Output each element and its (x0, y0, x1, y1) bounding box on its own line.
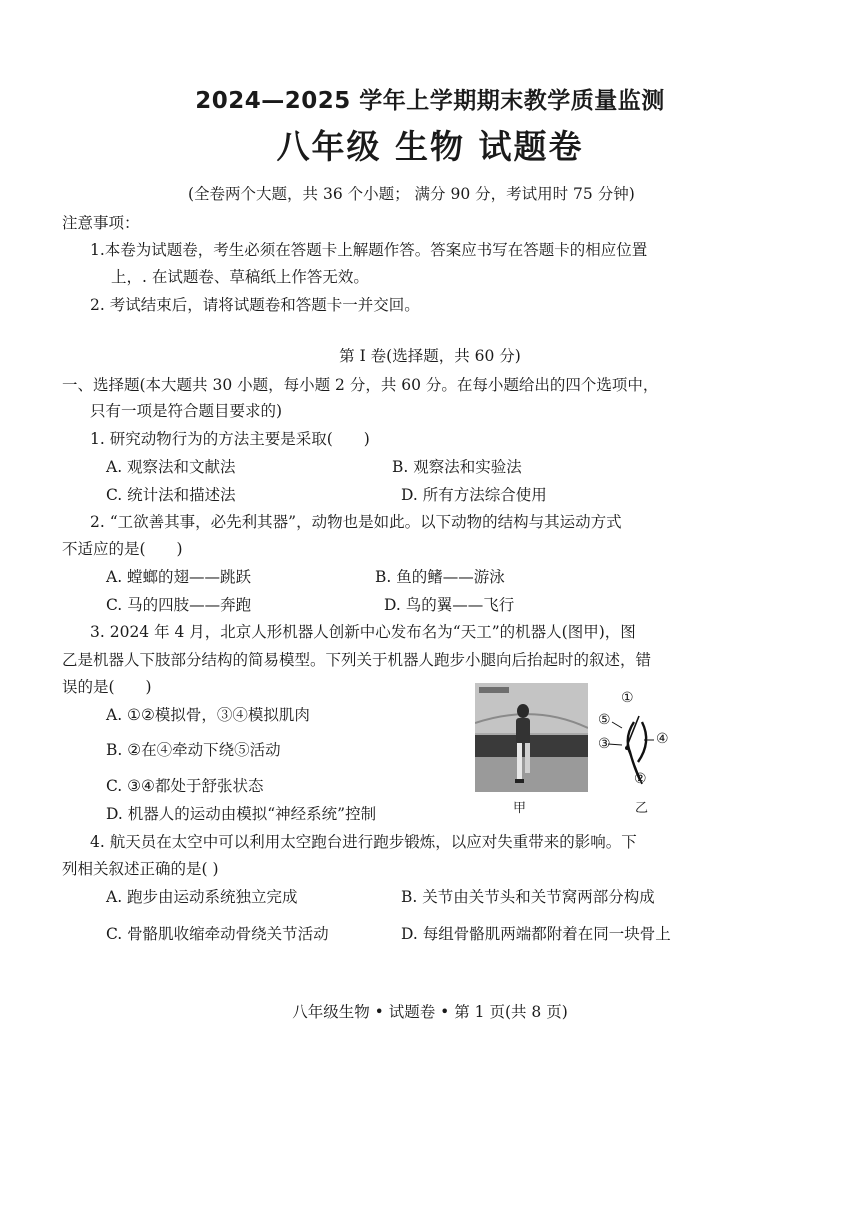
figure-label-jia: 甲 (513, 801, 527, 816)
q2-stem-line1: 2. “工欲善其事，必先利其器”，动物也是如此。以下动物的结构与其运动方式 (90, 513, 622, 531)
label-2: ② (634, 771, 647, 787)
q4-option-c: C. 骨骼肌收缩牵动骨绕关节活动 (106, 925, 329, 943)
q1-stem: 1. 研究动物行为的方法主要是采取( ) (90, 430, 370, 448)
q1-option-b: B. 观察法和实验法 (392, 458, 522, 476)
q3-option-d: D. 机器人的运动由模拟“神经系统”控制 (106, 805, 377, 823)
notes-item-1-line1: 1.本卷为试题卷，考生必须在答题卡上解题作答。答案应书写在答题卡的相应位置 (90, 241, 648, 259)
q1-option-c: C. 统计法和描述法 (106, 486, 236, 504)
label-1: ① (621, 690, 634, 706)
muscle-back-line (638, 722, 646, 762)
q3-stem-line2: 乙是机器人下肢部分结构的简易模型。下列关于机器人跑步小腿向后抬起时的叙述，错 (62, 651, 652, 669)
notes-heading: 注意事项： (62, 214, 140, 232)
q4-option-a: A. 跑步由运动系统独立完成 (106, 888, 298, 906)
robot-photo-figure (475, 683, 588, 792)
label-4: ④ (656, 731, 669, 747)
exam-info: (全卷两个大题，共 36 个小题； 满分 90 分，考试用时 75 分钟) (188, 185, 635, 203)
q2-option-c: C. 马的四肢——奔跑 (106, 596, 252, 614)
q3-option-c: C. ③④都处于舒张状态 (106, 777, 264, 795)
robot-photo-illustration (475, 683, 588, 792)
pointer-line-5 (612, 722, 622, 728)
section-instructions-line2: 只有一项是符合题目要求的) (90, 402, 283, 420)
figure-label-yi: 乙 (635, 801, 649, 816)
q4-option-b: B. 关节由关节头和关节窝两部分构成 (401, 888, 655, 906)
q4-stem-line2: 列相关叙述正确的是( ) (62, 860, 219, 878)
notes-item-1-line2: 上，. 在试题卷、草稿纸上作答无效。 (111, 268, 369, 286)
joint-point (625, 746, 629, 750)
page-footer: 八年级生物 • 试题卷 • 第 1 页(共 8 页) (292, 1003, 568, 1021)
exam-title-line1: 2024—2025 学年上学期期末教学质量监测 (195, 88, 665, 114)
section-instructions-line1: 一、选择题(本大题共 30 小题，每小题 2 分，共 60 分。在每小题给出的四个选项中， (62, 376, 659, 394)
q4-option-d: D. 每组骨骼肌两端都附着在同一块骨上 (401, 925, 671, 943)
q3-stem-line3: 误的是( ) (62, 678, 152, 696)
q2-stem-line2: 不适应的是( ) (62, 540, 183, 558)
notes-item-2: 2. 考试结束后，请将试题卷和答题卡一并交回。 (90, 296, 420, 314)
label-3: ③ (598, 736, 611, 752)
label-5: ⑤ (598, 712, 611, 728)
q1-option-d: D. 所有方法综合使用 (401, 486, 547, 504)
part1-heading: 第 I 卷(选择题，共 60 分) (339, 347, 521, 365)
q3-option-a: A. ①②模拟骨，③④模拟肌肉 (106, 706, 310, 724)
q4-stem-line1: 4. 航天员在太空中可以利用太空跑台进行跑步锻炼，以应对失重带来的影响。下 (90, 833, 637, 851)
q3-stem-line1: 3. 2024 年 4 月，北京人形机器人创新中心发布名为“天工”的机器人(图甲)，图 (90, 623, 636, 641)
q2-option-d: D. 鸟的翼——飞行 (384, 596, 515, 614)
q2-option-a: A. 螳螂的翅——跳跃 (106, 568, 252, 586)
q3-option-b: B. ②在④牵动下绕⑤活动 (106, 741, 281, 759)
q2-option-b: B. 鱼的鳍——游泳 (375, 568, 505, 586)
q1-option-a: A. 观察法和文献法 (106, 458, 236, 476)
exam-title-line2: 八年级 生物 试题卷 (276, 127, 584, 166)
